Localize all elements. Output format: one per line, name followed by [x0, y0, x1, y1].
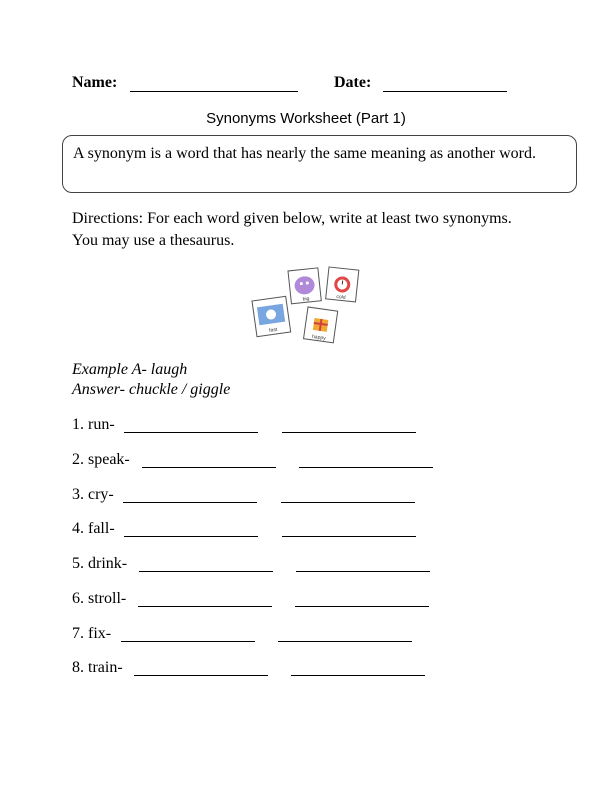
answer-blank-2[interactable]: [282, 536, 416, 537]
clipart-card-4: [304, 307, 338, 343]
date-label: Date:: [334, 74, 372, 91]
example-block: [72, 360, 230, 400]
question-label: 6. stroll-: [72, 590, 127, 607]
clipart-card-4-label: happy: [311, 333, 326, 342]
answer-blank-2[interactable]: [296, 571, 430, 572]
question-label: 8. train-: [72, 659, 123, 676]
answer-blank-1[interactable]: [142, 467, 276, 468]
clipart-card-1-label: fast: [268, 326, 278, 334]
answer-blank-2[interactable]: [278, 641, 412, 642]
synonym-cards-clipart-icon: [250, 265, 365, 345]
question-label: 7. fix-: [72, 625, 112, 642]
example-answer: Answer- chuckle / giggle: [72, 381, 231, 398]
answer-blank-1[interactable]: [139, 571, 273, 572]
answer-blank-1[interactable]: [134, 675, 268, 676]
definition-box: A synonym is a word that has nearly the same meaning as another word.: [62, 135, 577, 193]
clipart-card-1: [252, 296, 291, 336]
answer-blank-2[interactable]: [291, 675, 425, 676]
example-line: Example A- laugh: [72, 361, 188, 378]
clipart-card-2: [288, 268, 321, 304]
answer-blank-1[interactable]: [124, 432, 258, 433]
answer-blank-1[interactable]: [124, 536, 258, 537]
clipart-card-2-label: big: [302, 295, 310, 303]
date-blank[interactable]: [383, 91, 507, 92]
clipart-card-3-label: cold: [336, 293, 346, 301]
question-label: 2. speak-: [72, 451, 130, 468]
answer-blank-2[interactable]: [299, 467, 433, 468]
question-label: 3. cry-: [72, 486, 114, 503]
clipart-card-3: [326, 267, 359, 302]
answer-blank-1[interactable]: [138, 606, 272, 607]
name-blank[interactable]: [130, 91, 298, 92]
answer-blank-1[interactable]: [123, 502, 257, 503]
answer-blank-2[interactable]: [295, 606, 429, 607]
directions-text: Directions: For each word given below, write at least two synonyms. You may use a thesaurus.: [72, 210, 512, 249]
name-label: Name:: [72, 74, 118, 91]
question-label: 1. run-: [72, 416, 115, 433]
answer-blank-1[interactable]: [121, 641, 255, 642]
answer-blank-2[interactable]: [281, 502, 415, 503]
worksheet-title: Synonyms Worksheet (Part 1): [206, 110, 406, 127]
answer-blank-2[interactable]: [282, 432, 416, 433]
question-label: 5. drink-: [72, 555, 128, 572]
question-label: 4. fall-: [72, 520, 115, 537]
